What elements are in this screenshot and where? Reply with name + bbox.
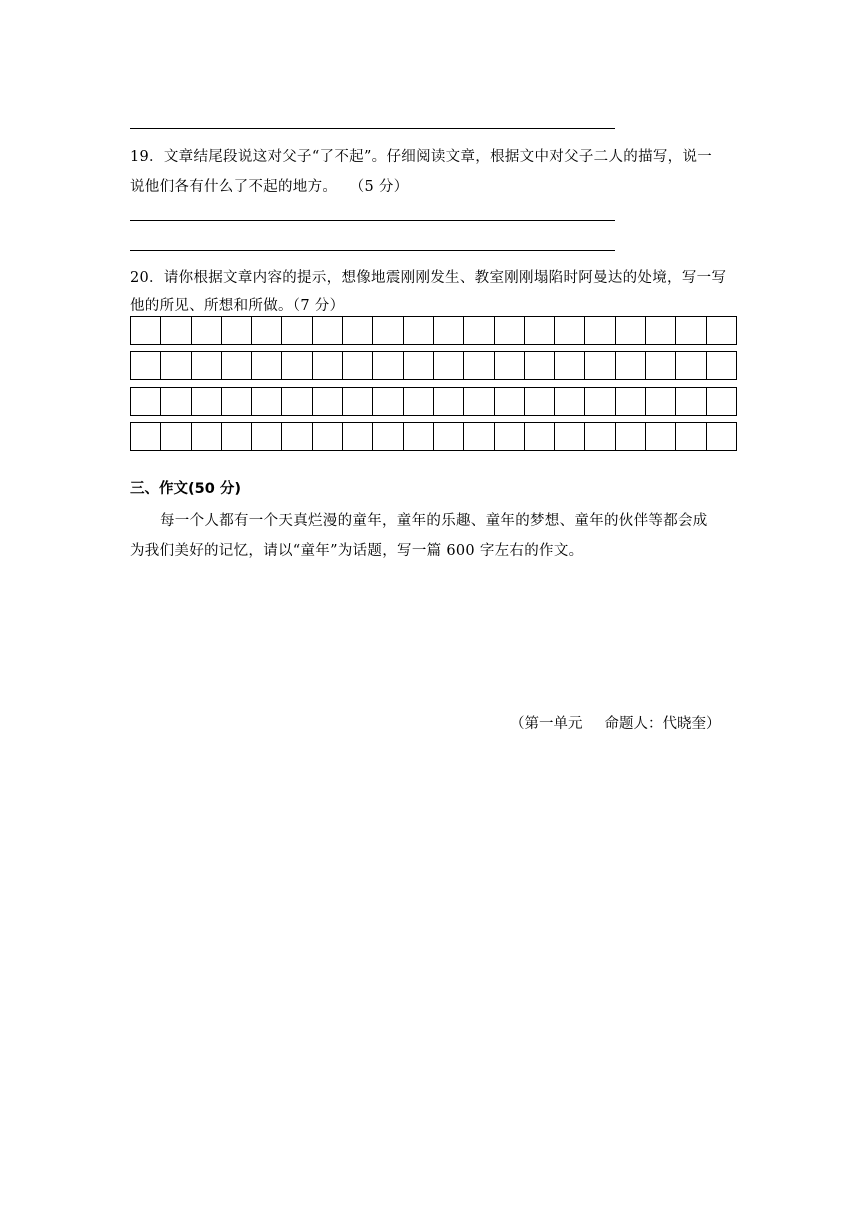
grid-cell[interactable] xyxy=(616,423,646,451)
answer-line xyxy=(130,250,615,251)
grid-cell[interactable] xyxy=(585,423,615,451)
grid-cell[interactable] xyxy=(585,388,615,416)
grid-cell[interactable] xyxy=(313,352,343,380)
grid-cell[interactable] xyxy=(495,317,525,345)
grid-cell[interactable] xyxy=(646,388,676,416)
grid-cell[interactable] xyxy=(464,352,494,380)
grid-cell[interactable] xyxy=(222,388,252,416)
grid-cell[interactable] xyxy=(707,317,737,345)
grid-cell[interactable] xyxy=(525,317,555,345)
grid-cell[interactable] xyxy=(282,317,312,345)
grid-cell[interactable] xyxy=(404,317,434,345)
grid-cell[interactable] xyxy=(282,423,312,451)
writing-grid-row[interactable] xyxy=(130,422,737,451)
q19-text-line1: 19．文章结尾段说这对父子“了不起”。仔细阅读文章，根据文中对父子二人的描写，说一 xyxy=(130,149,713,165)
grid-cell[interactable] xyxy=(404,423,434,451)
grid-cell[interactable] xyxy=(464,317,494,345)
grid-cell[interactable] xyxy=(676,388,706,416)
essay-prompt-line1: 每一个人都有一个天真烂漫的童年，童年的乐趣、童年的梦想、童年的伙伴等都会成 xyxy=(160,513,708,529)
grid-cell[interactable] xyxy=(404,352,434,380)
grid-cell[interactable] xyxy=(707,423,737,451)
grid-cell[interactable] xyxy=(373,352,403,380)
writing-grid-row[interactable] xyxy=(130,316,737,345)
grid-cell[interactable] xyxy=(313,388,343,416)
grid-cell[interactable] xyxy=(131,388,161,416)
grid-cell[interactable] xyxy=(161,352,191,380)
grid-cell[interactable] xyxy=(282,388,312,416)
grid-cell[interactable] xyxy=(373,388,403,416)
grid-cell[interactable] xyxy=(707,388,737,416)
grid-cell[interactable] xyxy=(434,388,464,416)
q19-text-line2: 说他们各有什么了不起的地方。 （5 分） xyxy=(130,179,409,195)
grid-cell[interactable] xyxy=(252,388,282,416)
grid-cell[interactable] xyxy=(616,388,646,416)
grid-cell[interactable] xyxy=(373,423,403,451)
grid-cell[interactable] xyxy=(131,352,161,380)
grid-cell[interactable] xyxy=(313,423,343,451)
grid-cell[interactable] xyxy=(525,388,555,416)
grid-cell[interactable] xyxy=(525,423,555,451)
grid-cell[interactable] xyxy=(131,317,161,345)
grid-cell[interactable] xyxy=(343,388,373,416)
grid-cell[interactable] xyxy=(464,388,494,416)
grid-cell[interactable] xyxy=(192,388,222,416)
grid-cell[interactable] xyxy=(616,317,646,345)
grid-cell[interactable] xyxy=(585,317,615,345)
grid-cell[interactable] xyxy=(434,317,464,345)
grid-cell[interactable] xyxy=(434,352,464,380)
grid-cell[interactable] xyxy=(434,423,464,451)
grid-cell[interactable] xyxy=(555,388,585,416)
grid-cell[interactable] xyxy=(252,352,282,380)
grid-cell[interactable] xyxy=(252,423,282,451)
grid-cell[interactable] xyxy=(676,317,706,345)
grid-cell[interactable] xyxy=(252,317,282,345)
grid-cell[interactable] xyxy=(222,423,252,451)
grid-cell[interactable] xyxy=(373,317,403,345)
grid-cell[interactable] xyxy=(495,352,525,380)
grid-cell[interactable] xyxy=(313,317,343,345)
grid-cell[interactable] xyxy=(585,352,615,380)
grid-cell[interactable] xyxy=(282,352,312,380)
essay-prompt-line2: 为我们美好的记忆，请以“童年”为话题，写一篇 600 字左右的作文。 xyxy=(130,543,584,559)
grid-cell[interactable] xyxy=(646,317,676,345)
grid-cell[interactable] xyxy=(343,423,373,451)
grid-cell[interactable] xyxy=(192,317,222,345)
grid-cell[interactable] xyxy=(343,317,373,345)
q20-text-line2: 他的所见、所想和所做。（7 分） xyxy=(130,298,345,314)
grid-cell[interactable] xyxy=(222,317,252,345)
grid-cell[interactable] xyxy=(525,352,555,380)
writing-grid-row[interactable] xyxy=(130,387,737,416)
grid-cell[interactable] xyxy=(343,352,373,380)
grid-cell[interactable] xyxy=(222,352,252,380)
author-label: 命题人：代晓奎） xyxy=(604,716,721,732)
grid-cell[interactable] xyxy=(555,352,585,380)
q20-text-line1: 20．请你根据文章内容的提示，想像地震刚刚发生、教室刚刚塌陷时阿曼达的处境，写一写 xyxy=(130,270,727,286)
answer-line xyxy=(130,220,615,221)
grid-cell[interactable] xyxy=(131,423,161,451)
grid-cell[interactable] xyxy=(161,317,191,345)
author-signature xyxy=(510,712,721,733)
grid-cell[interactable] xyxy=(192,423,222,451)
grid-cell[interactable] xyxy=(646,352,676,380)
grid-cell[interactable] xyxy=(161,388,191,416)
grid-cell[interactable] xyxy=(707,352,737,380)
answer-line xyxy=(130,128,615,129)
grid-cell[interactable] xyxy=(616,352,646,380)
grid-cell[interactable] xyxy=(555,317,585,345)
grid-cell[interactable] xyxy=(646,423,676,451)
unit-label: （第一单元 xyxy=(510,716,583,732)
grid-cell[interactable] xyxy=(495,423,525,451)
section-heading: 三、作文(50 分) xyxy=(130,481,241,497)
grid-cell[interactable] xyxy=(676,423,706,451)
grid-cell[interactable] xyxy=(555,423,585,451)
grid-cell[interactable] xyxy=(495,388,525,416)
grid-cell[interactable] xyxy=(404,388,434,416)
grid-cell[interactable] xyxy=(161,423,191,451)
writing-grid-row[interactable] xyxy=(130,351,737,380)
grid-cell[interactable] xyxy=(464,423,494,451)
grid-cell[interactable] xyxy=(676,352,706,380)
grid-cell[interactable] xyxy=(192,352,222,380)
